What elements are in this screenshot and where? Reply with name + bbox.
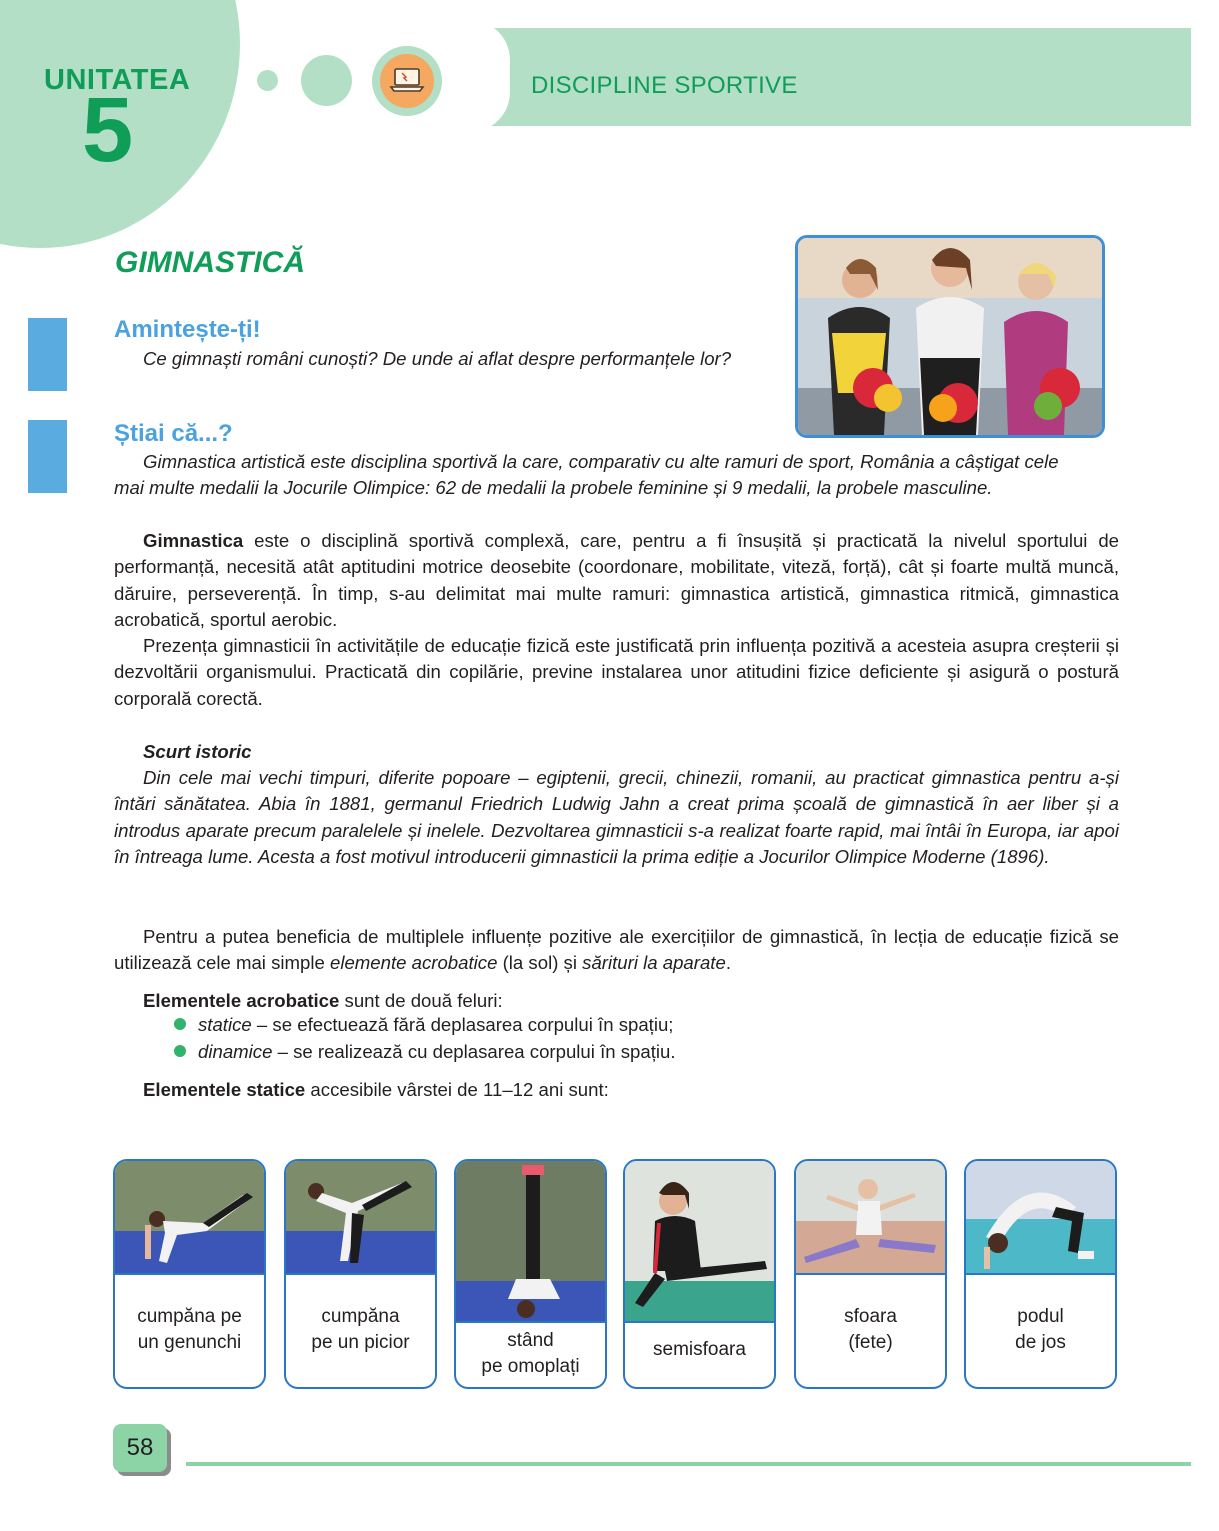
section-marker: [28, 420, 67, 493]
exercise-label: cumpăna pe un picior: [311, 1306, 410, 1353]
remember-heading: Amintește-ți!: [114, 316, 261, 343]
intro-paragraph-1-text: este o disciplină sportivă complexă, care, pentru a fi însușită și practicată la nivelul sportului de performanță, necesită atât aptitudini motrice deosebite (coordonare, mobilitate, viteză, forță), cât și foarte multă muncă, dăruire, perseverență. În timp, s-au delimitat mai multe ramuri: gimnastica artistică, gimnastica ritmică, gimnastica acrobatică, sportul aerobic.: [114, 530, 1119, 630]
acrobatic-elements-term: elemente acrobatice: [329, 952, 498, 974]
exercise-label: stând pe omoplați: [481, 1330, 580, 1377]
exercise-photo: [456, 1161, 605, 1323]
did-you-know-line-1: Gimnastica artistică este disciplina sportivă la care, comparativ cu alte ramuri de sport, România a câștigat cele: [143, 451, 1059, 472]
page-number: 58: [113, 1424, 167, 1472]
static-elements-intro: [143, 1077, 609, 1103]
unit-label: UNITATEA: [44, 64, 191, 96]
history-heading: Scurt istoric: [143, 741, 252, 762]
history-text: Din cele mai vechi timpuri, diferite popoare – egiptenii, grecii, chinezii, romanii, au practicat gimnastica pentru a-și întări sănătatea. Abia în 1881, germanul Friedrich Ludwig Jahn a creat prima școală de gimnastică în aer liber și a introdus aparate precum paralelele și inelele. Dezvoltarea gimnasticii s-a realizat foarte rapid, mai întâi în Europa, iar apoi în întreaga lume. Acesta a fost motivul introducerii gimnasticii la prima ediție a Jocurilor Olimpice Moderne (1896).: [114, 767, 1119, 867]
static-elements-text: accesibile vârstei de 11–12 ani sunt:: [305, 1079, 609, 1100]
static-term: statice: [198, 1014, 252, 1035]
apparatus-jumps-term: sărituri la aparate: [582, 952, 726, 974]
exercise-card: [284, 1159, 437, 1389]
laptop-icon: [380, 54, 434, 108]
benefit-text-3: .: [725, 952, 731, 974]
section-marker: [28, 318, 67, 391]
bullet-icon: [174, 1018, 186, 1030]
exercise-photo: [796, 1161, 945, 1275]
dynamic-desc: – se realizează cu deplasarea corpului în spațiu.: [272, 1041, 676, 1062]
unit-number: 5: [82, 79, 134, 181]
benefit-text-2: (la sol) și: [497, 952, 583, 974]
exercise-photo: [115, 1161, 264, 1275]
static-elements-term: Elementele statice: [143, 1079, 306, 1100]
did-you-know-heading: Știai că...?: [114, 420, 233, 447]
intro-paragraph-1: [114, 528, 1119, 633]
did-you-know-line-2: mai multe medalii la Jocurile Olimpice: 62 de medalii la probele feminine și 9 medalii, la probele masculine.: [114, 477, 993, 498]
exercise-card: [623, 1159, 776, 1389]
bullet-icon: [174, 1045, 186, 1057]
decor-dot-medium: [301, 55, 352, 106]
footer-rule: [186, 1462, 1191, 1466]
exercise-photo: [966, 1161, 1115, 1275]
exercise-card: [454, 1159, 607, 1389]
benefit-paragraph: [114, 924, 1119, 977]
dynamic-term: dinamice: [198, 1041, 273, 1062]
acrobatic-intro-text: sunt de două feluri:: [339, 990, 503, 1011]
exercise-label: sfoara (fete): [844, 1306, 897, 1353]
exercise-photo: [286, 1161, 435, 1275]
exercise-photo: [625, 1161, 774, 1323]
exercise-label: podul de jos: [1015, 1306, 1066, 1353]
list-item-static: [198, 1012, 673, 1038]
static-desc: – se efectuează fără deplasarea corpului în spațiu;: [251, 1014, 674, 1035]
exercise-card: [794, 1159, 947, 1389]
intro-paragraph-2: Prezența gimnasticii în activitățile de educație fizică este justificată prin influența pozitivă a acesteia asupra creșterii și dezvoltării organismului. Practicată din copilărie, previne instalarea unor atitudini fizice deficiente și asigură o postură corporală corectă.: [114, 635, 1119, 709]
laptop-badge: [372, 46, 442, 116]
benefit-text-1: Pentru a putea beneficia de multiplele influențe pozitive ale exercițiilor de gimnastică, în lecția de educație fizică se utilizează cele mai simple: [114, 926, 1119, 974]
decor-dot-small: [257, 70, 278, 91]
remember-question: Ce gimnaști români cunoști? De unde ai aflat despre performanțele lor?: [143, 348, 732, 369]
list-item-dynamic: [198, 1039, 676, 1065]
exercise-label: semisfoara: [653, 1339, 746, 1360]
section-title: DISCIPLINE SPORTIVE: [531, 72, 798, 99]
gymnastics-term: Gimnastica: [143, 530, 244, 551]
exercise-card: [964, 1159, 1117, 1389]
acrobatic-intro: [143, 988, 503, 1014]
exercise-card: [113, 1159, 266, 1389]
lesson-title: GIMNASTICĂ: [115, 246, 305, 279]
acrobatic-term: Elementele acrobatice: [143, 990, 340, 1011]
exercise-label: cumpăna pe un genunchi: [137, 1306, 242, 1353]
podium-photo: [795, 235, 1105, 438]
